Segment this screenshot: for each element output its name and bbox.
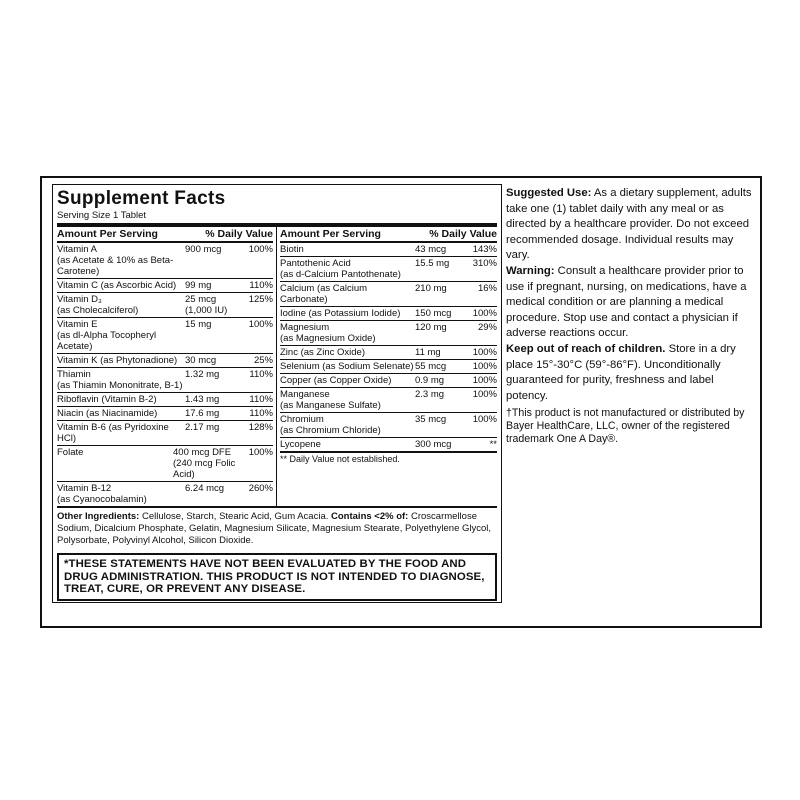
nutrient-source: (as Cholecalciferol) — [57, 305, 139, 316]
nutrient-daily-value: 100% — [472, 389, 497, 400]
nutrient-amount-alt: (1,000 IU) — [185, 305, 228, 316]
keep-away — [506, 342, 754, 404]
nutrient-name: Vitamin K (as Phytonadione) — [57, 355, 178, 366]
nutrient-amount: 150 mcg — [415, 308, 452, 319]
nutrient-row — [57, 446, 273, 482]
nutrient-daily-value: 110% — [249, 408, 273, 419]
nutrient-row — [280, 243, 497, 257]
nutrient-amount: 900 mcg — [185, 244, 222, 255]
nutrient-name: Calcium (as Calcium Carbonate) — [280, 283, 368, 305]
nutrient-daily-value: 128% — [248, 422, 273, 433]
keep-away-label: Keep out of reach of children. — [506, 342, 666, 355]
nutrient-amount: 25 mcg — [185, 294, 217, 305]
nutrient-daily-value: 100% — [472, 414, 497, 425]
nutrient-amount: 99 mg — [185, 280, 212, 291]
nutrient-name: Vitamin C (as Ascorbic Acid) — [57, 280, 177, 291]
nutrient-source: (as dl-Alpha Tocopheryl Acetate) — [57, 330, 157, 352]
serving-size: Serving Size 1 Tablet — [57, 210, 497, 227]
nutrient-row — [57, 318, 273, 354]
nutrient-daily-value: 310% — [472, 258, 497, 269]
suggested-use — [506, 186, 754, 264]
nutrient-daily-value: 29% — [477, 322, 497, 333]
facts-column-right — [277, 227, 497, 506]
nutrient-name: Iodine (as Potassium Iodide) — [280, 308, 401, 319]
column-header-left — [57, 227, 273, 243]
nutrient-row — [57, 368, 273, 393]
nutrient-name: Vitamin B-12 — [57, 483, 112, 494]
nutrient-source: (as Chromium Chloride) — [280, 425, 381, 436]
nutrient-row — [280, 257, 497, 282]
other-ingredients — [57, 508, 497, 549]
nutrient-name: Vitamin D₃ — [57, 294, 102, 305]
nutrient-amount: 1.43 mg — [185, 394, 220, 405]
contains-text: Croscarmellose Sodium, Dicalcium Phosphate, Gelatin, Magnesium Silicate, Magnesium Stearate, Polyethylene Glycol, Polysorbate, Polyvinyl Alcohol, Silicon Dioxide. — [57, 511, 492, 546]
nutrient-name: Thiamin — [57, 369, 91, 380]
warning-text: Consult a healthcare provider prior to use if pregnant, nursing, on medications, have a medical condition or are planning a medical procedure. Stop use and contact a physician if adverse reactions occur. — [506, 264, 747, 340]
suggested-use-text: As a dietary supplement, adults take one (1) tablet daily with any meal or as directed by a healthcare provider. Do not exceed recommended dosage. Individual results may vary. — [506, 187, 752, 262]
nutrient-daily-value: 110% — [249, 369, 273, 380]
nutrient-amount: 2.17 mg — [185, 422, 220, 433]
ingredients-label: Other Ingredients: — [57, 511, 140, 522]
nutrient-daily-value: 260% — [248, 483, 273, 494]
nutrient-daily-value: 100% — [472, 308, 497, 319]
fda-disclaimer: *THESE STATEMENTS HAVE NOT BEEN EVALUATED BY THE FOOD AND DRUG ADMINISTRATION. THIS PRODUCT IS NOT INTENDED TO DIAGNOSE, TREAT, CURE, OR PREVENT ANY DISEASE. — [57, 553, 497, 601]
nutrient-daily-value: 100% — [472, 361, 497, 372]
nutrient-amount: 30 mcg — [185, 355, 217, 366]
nutrient-daily-value: 100% — [472, 375, 497, 386]
facts-column-left — [57, 227, 277, 506]
nutrient-daily-value: 25% — [253, 355, 273, 366]
nutrient-name: Magnesium — [280, 322, 330, 333]
suggested-use-label: Suggested Use: — [506, 187, 592, 199]
nutrient-amount: 17.6 mg — [185, 408, 220, 419]
nutrient-row — [57, 421, 273, 446]
nutrient-row — [280, 438, 497, 452]
nutrient-source: (as Acetate & 10% as Beta-Carotene) — [57, 255, 174, 277]
nutrient-amount: 400 mcg DFE — [173, 447, 232, 458]
nutrient-row — [280, 388, 497, 413]
nutrient-row — [57, 393, 273, 407]
directions-panel — [506, 186, 754, 446]
nutrient-daily-value: 100% — [248, 319, 273, 330]
nutrient-name: Niacin (as Niacinamide) — [57, 408, 158, 419]
nutrient-name: Biotin — [280, 244, 304, 255]
nutrient-row — [280, 413, 497, 438]
nutrient-amount: 55 mcg — [415, 361, 447, 372]
nutrient-row — [280, 346, 497, 360]
nutrient-source: (as Magnesium Oxide) — [280, 333, 376, 344]
storage-text: Store in a dry place 15°-30°C (59°-86°F). Unconditionally guaranteed for purity, freshness and label potency. — [506, 342, 736, 402]
nutrient-source: (as d-Calcium Pantothenate) — [280, 269, 401, 280]
nutrient-name: Copper (as Copper Oxide) — [280, 375, 392, 386]
nutrient-daily-value: 100% — [248, 244, 273, 255]
nutrient-row — [57, 279, 273, 293]
nutrient-source: (as Thiamin Mononitrate, B-1) — [57, 380, 183, 391]
nutrient-row — [57, 354, 273, 368]
nutrient-name: Chromium — [280, 414, 324, 425]
nutrient-name: Manganese — [280, 389, 330, 400]
nutrient-row — [57, 407, 273, 421]
nutrient-daily-value: 16% — [477, 283, 497, 294]
nutrient-amount: 11 mg — [415, 347, 441, 358]
nutrient-name: Riboflavin (Vitamin B-2) — [57, 394, 157, 405]
contains-label: Contains <2% of: — [331, 511, 409, 522]
nutrient-source: (as Cyanocobalamin) — [57, 494, 147, 505]
nutrient-daily-value: 100% — [472, 347, 497, 358]
nutrient-name: Pantothenic Acid — [280, 258, 351, 269]
nutrient-row — [280, 307, 497, 321]
nutrient-amount: 300 mcg — [415, 439, 452, 450]
nutrient-amount: 1.32 mg — [185, 369, 220, 380]
nutrient-row — [280, 282, 497, 307]
nutrient-row — [57, 293, 273, 318]
nutrient-name: Lycopene — [280, 439, 321, 450]
supplement-facts-panel — [52, 184, 502, 603]
nutrient-name: Zinc (as Zinc Oxide) — [280, 347, 365, 358]
nutrient-daily-value: 100% — [248, 447, 273, 458]
nutrient-name: Vitamin B-6 (as Pyridoxine HCl) — [57, 422, 169, 444]
nutrient-row — [280, 321, 497, 346]
facts-columns — [57, 227, 497, 508]
header-amount: Amount Per Serving — [280, 228, 381, 240]
nutrient-name: Selenium (as Sodium Selenate) — [280, 361, 414, 372]
ingredients-text: Cellulose, Starch, Stearic Acid, Gum Acacia. — [139, 511, 332, 522]
nutrient-amount: 43 mcg — [415, 244, 447, 255]
daily-value-footnote: ** Daily Value not established. — [280, 452, 497, 465]
supplement-label — [40, 176, 762, 628]
nutrient-amount: 0.9 mg — [415, 375, 445, 386]
nutrient-amount: 210 mg — [415, 283, 447, 294]
nutrient-name: Folate — [57, 447, 84, 458]
nutrient-name: Vitamin E — [57, 319, 98, 330]
warning — [506, 264, 754, 342]
trademark-note: †This product is not manufactured or distributed by Bayer HealthCare, LLC, owner of the registered trademark One A Day®. — [506, 407, 745, 446]
nutrient-daily-value: ** — [489, 439, 497, 450]
nutrient-amount-alt: (240 mcg Folic Acid) — [173, 458, 236, 480]
nutrient-amount: 35 mcg — [415, 414, 447, 425]
nutrient-amount: 120 mg — [415, 322, 447, 333]
nutrient-row — [57, 243, 273, 279]
header-amount: Amount Per Serving — [57, 228, 158, 240]
facts-title: Supplement Facts — [57, 188, 226, 209]
nutrient-daily-value: 110% — [249, 394, 273, 405]
nutrient-row — [280, 374, 497, 388]
nutrient-name: Vitamin A — [57, 244, 97, 255]
nutrient-amount: 6.24 mcg — [185, 483, 225, 494]
nutrient-amount: 2.3 mg — [415, 389, 445, 400]
nutrient-daily-value: 110% — [249, 280, 273, 291]
nutrient-amount: 15.5 mg — [415, 258, 450, 269]
header-daily-value: % Daily Value — [205, 228, 273, 240]
nutrient-row — [280, 360, 497, 374]
nutrient-daily-value: 143% — [472, 244, 497, 255]
header-daily-value: % Daily Value — [429, 228, 497, 240]
warning-label: Warning: — [506, 264, 555, 277]
nutrient-source: (as Manganese Sulfate) — [280, 400, 381, 411]
nutrient-daily-value: 125% — [248, 294, 273, 305]
nutrient-row — [57, 482, 273, 506]
column-header-right — [280, 227, 497, 243]
nutrient-amount: 15 mg — [185, 319, 212, 330]
